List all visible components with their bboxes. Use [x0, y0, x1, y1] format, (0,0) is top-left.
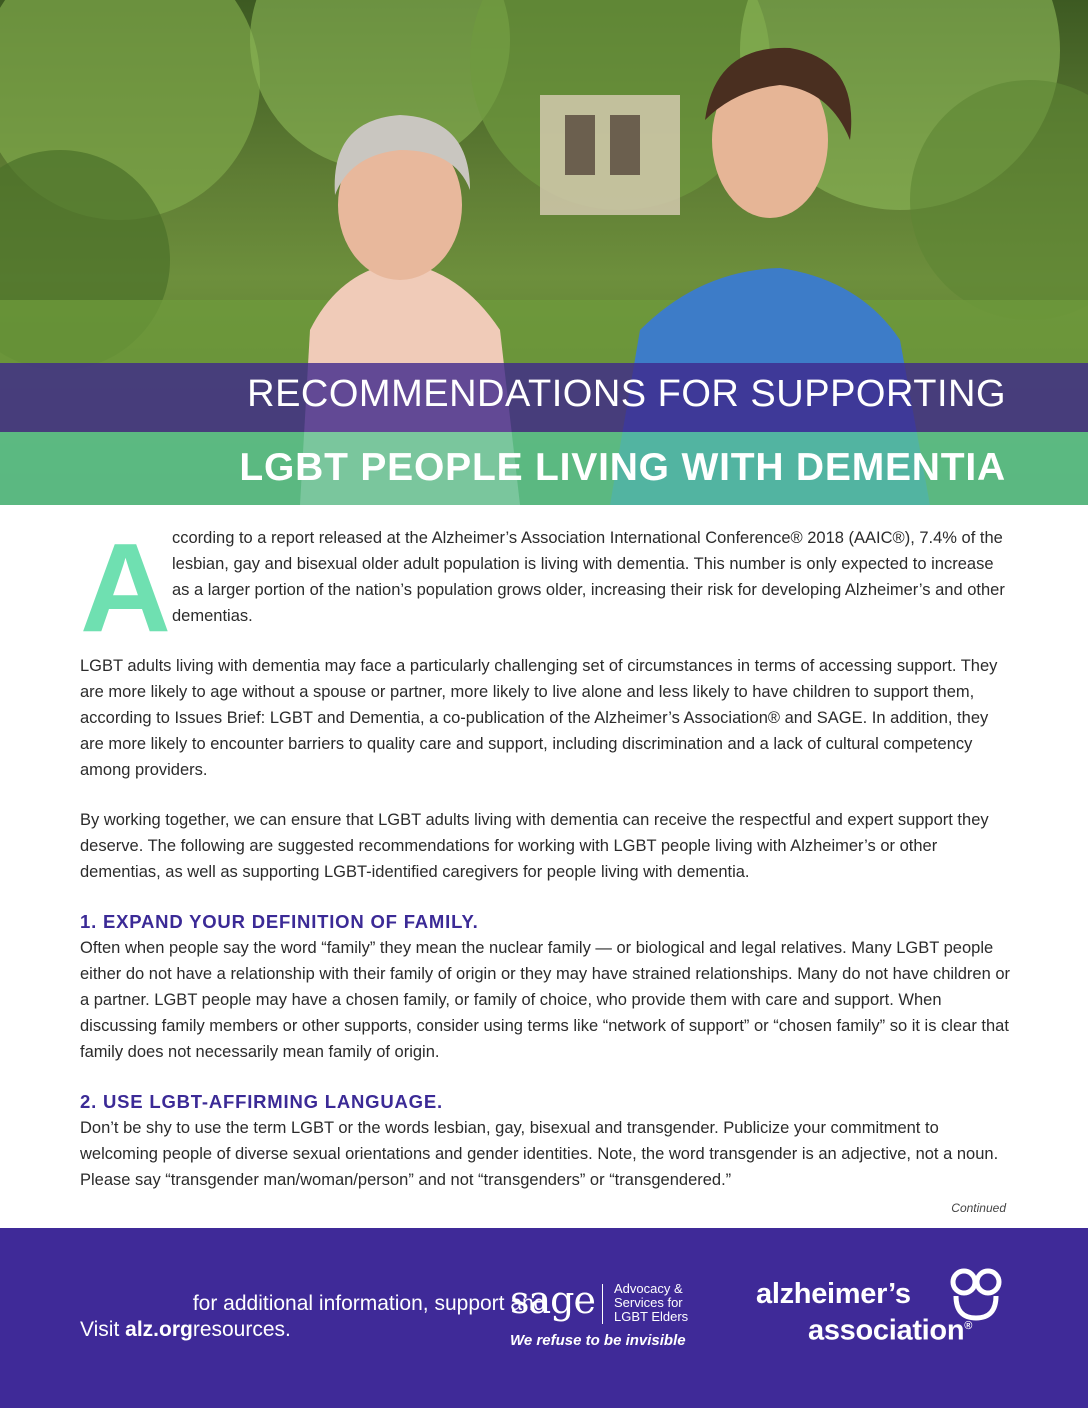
- page-title-line-2: LGBT PEOPLE LIVING WITH DEMENTIA: [239, 446, 1006, 489]
- section-heading: 2. USE LGBT-AFFIRMING LANGUAGE.: [80, 1091, 443, 1112]
- visit-prefix: Visit: [80, 1318, 126, 1341]
- intro-paragraph: [80, 517, 1010, 658]
- continued-label: Continued: [951, 1201, 1006, 1215]
- sage-subtitle: Advocacy & Services for LGBT Elders: [614, 1281, 689, 1324]
- intro-text: ccording to a report released at the Alzheimer’s Association International Conference® 2018 (AAIC®), 7.4% of the lesbian, gay and bisexual older adult population is living with dementia. This number is only expected to increase as a larger portion of the nation’s population grows older, increasing their risk for developing Alzheimer’s and other dementias.: [172, 529, 1005, 625]
- alz-logo-line-1: alzheimer’s: [756, 1278, 911, 1310]
- section-heading: 1. EXPAND YOUR DEFINITION OF FAMILY.: [80, 911, 479, 932]
- body-paragraph: LGBT adults living with dementia may face a particularly challenging set of circumstances in terms of accessing support. They are more likely to age without a spouse or partner, more likely to live alone and less likely to have children to support them, according to Issues Brief: LGBT and Dementia, a co-publication of the Alzheimer’s Association® and SAGE. In addition, they are more likely to encounter barriers to quality care and support, including discrimination and a lack of cultural competency among providers.: [80, 657, 998, 779]
- sage-wordmark: sage: [510, 1278, 595, 1322]
- section-text: Don’t be shy to use the term LGBT or the words lesbian, gay, bisexual and transgender. Publicize your commitment to welcoming people of diverse sexual orientations and gender identities. Note, the word transgender is an adjective, not a noun. Please say “transgender man/woman/person” and not “transgenders” or “transgendered.”: [80, 1119, 999, 1189]
- hero-photo: [0, 0, 1088, 505]
- section-text: Often when people say the word “family” they mean the nuclear family — or biological and legal relatives. Many LGBT people either do not have a relationship with their family of origin or they may have strained relationships. Many do not have children or a partner. LGBT people may have a chosen family, or family of choice, who provide them with care and support. When discussing family members or other supports, consider using terms like “network of support” or “chosen family” so it is clear that family does not necessarily mean family of origin.: [80, 939, 1011, 1061]
- body-paragraph: By working together, we can ensure that LGBT adults living with dementia can receive the respectful and expert support they deserve. The following are suggested recommendations for working with LGBT people living with Alzheimer’s or other dementias, as well as supporting LGBT-identified caregivers for people living with dementia.: [80, 811, 989, 881]
- visit-suffix: for additional information, support and resources.: [192, 1292, 546, 1341]
- sage-logo: [510, 1278, 689, 1349]
- alz-brain-icon: [946, 1266, 1006, 1322]
- alz-logo-word: association: [808, 1314, 965, 1347]
- sage-tagline: We refuse to be invisible: [510, 1332, 686, 1349]
- alzheimers-association-logo: [756, 1278, 972, 1347]
- sage-divider: [602, 1284, 603, 1324]
- drop-cap: A: [80, 517, 171, 658]
- main-content: [80, 517, 1011, 1193]
- registered-mark: ®: [964, 1320, 973, 1332]
- alz-org-link[interactable]: alz.org: [125, 1318, 193, 1341]
- page-title-line-1: RECOMMENDATIONS FOR SUPPORTING: [247, 373, 1006, 415]
- visit-text: [80, 1291, 568, 1343]
- footer: [0, 1228, 1088, 1408]
